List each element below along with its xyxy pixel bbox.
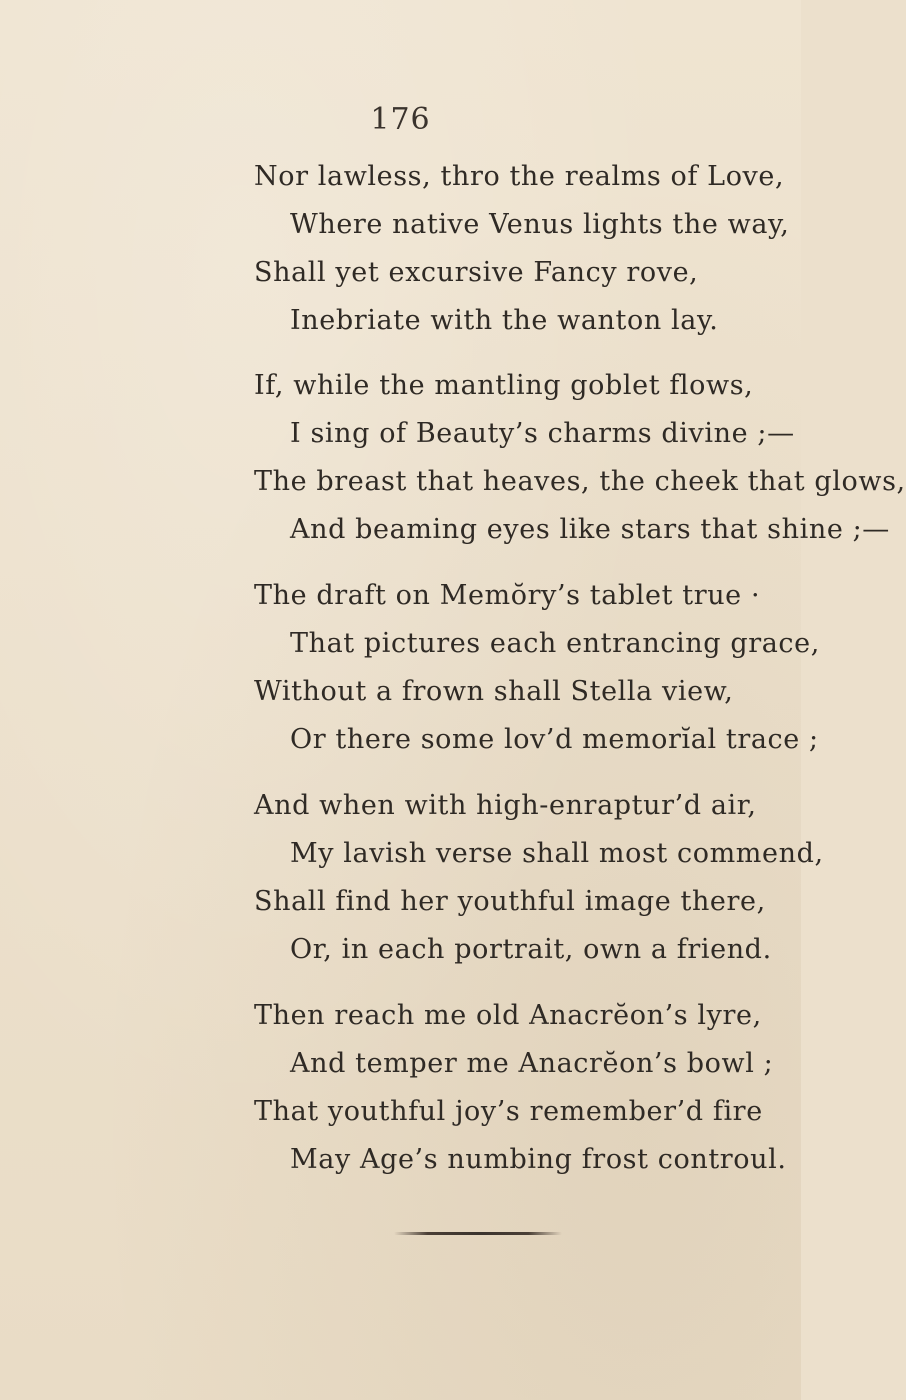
verse-line: Or there some lov’d memorĭal trace ; bbox=[290, 724, 819, 755]
verse-line: Shall find her youthful image there, bbox=[254, 886, 766, 917]
verse-line: And beaming eyes like stars that shine ;— bbox=[290, 514, 890, 545]
end-ornament-rule bbox=[394, 1232, 562, 1235]
verse-line: That pictures each entrancing grace, bbox=[290, 628, 820, 659]
verse-line: Shall yet excursive Fancy rove, bbox=[254, 257, 699, 288]
verse-line: And when with high-enraptur’d air, bbox=[254, 790, 757, 821]
verse-line: Where native Venus lights the way, bbox=[290, 209, 790, 240]
verse-line: Nor lawless, thro the realms of Love, bbox=[254, 161, 785, 192]
verse-line: If, while the mantling goblet flows, bbox=[254, 370, 754, 401]
verse-line: The breast that heaves, the cheek that glows, bbox=[254, 466, 906, 497]
verse-line: The draft on Memŏry’s tablet true · bbox=[254, 580, 761, 611]
verse-line: Or, in each portrait, own a friend. bbox=[290, 934, 772, 965]
verse-line: Without a frown shall Stella view, bbox=[254, 676, 734, 707]
verse-line: Inebriate with the wanton lay. bbox=[290, 305, 719, 336]
verse-line: That youthful joy’s remember’d fire bbox=[254, 1096, 763, 1127]
page-number: 176 bbox=[370, 102, 431, 137]
verse-line: May Age’s numbing frost controul. bbox=[290, 1144, 787, 1175]
verse-line: And temper me Anacrĕon’s bowl ; bbox=[290, 1048, 774, 1079]
verse-line: My lavish verse shall most commend, bbox=[290, 838, 824, 869]
verse-line: Then reach me old Anacrĕon’s lyre, bbox=[254, 1000, 762, 1031]
verse-line: I sing of Beauty’s charms divine ;— bbox=[290, 418, 795, 449]
